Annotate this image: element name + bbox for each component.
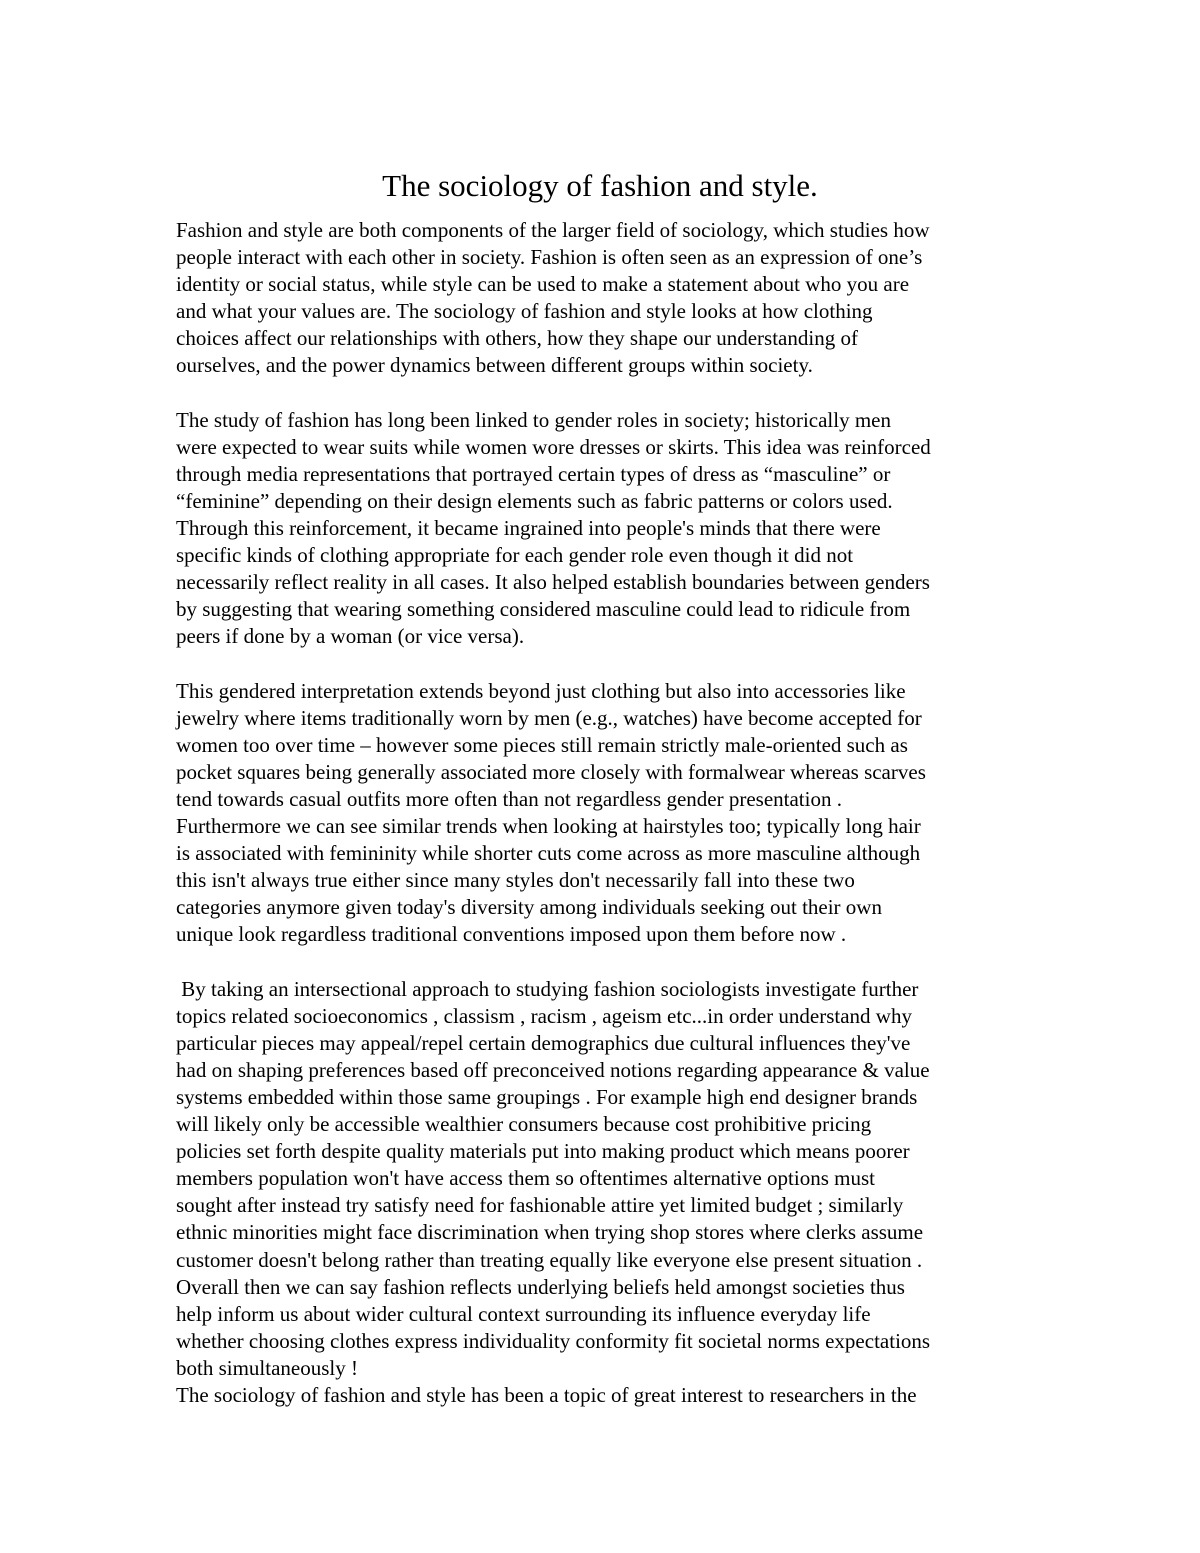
text-line: people interact with each other in society. Fashion is often seen as an expression of one’s	[176, 245, 923, 270]
text-line: This gendered interpretation extends beyond just clothing but also into accessories like	[176, 678, 906, 703]
text-line: policies set forth despite quality materials put into making product which means poorer	[176, 1139, 910, 1164]
text-line: ethnic minorities might face discrimination when trying shop stores where clerks assume	[176, 1220, 924, 1245]
text-line: through media representations that portrayed certain types of dress as “masculine” or	[176, 461, 891, 486]
text-line: systems embedded within those same groupings . For example high end designer brands	[176, 1085, 918, 1109]
text-line: identity or social status, while style can be used to make a statement about who you are	[176, 272, 910, 297]
paragraph-spacer	[176, 380, 1036, 407]
text-line: particular pieces may appeal/repel certain demographics due cultural influences they've	[176, 1030, 911, 1055]
text-line: sought after instead try satisfy need for fashionable attire yet limited budget ; similarly	[176, 1193, 904, 1218]
text-line: unique look regardless traditional conventions imposed upon them before now .	[176, 922, 847, 947]
text-line: specific kinds of clothing appropriate for each gender role even though it did not	[176, 543, 854, 568]
paragraph-3	[176, 678, 1036, 949]
text-line: Furthermore we can see similar trends when looking at hairstyles too; typically long hair	[176, 814, 921, 839]
text-line: topics related socioeconomics , classism , racism , ageism etc...in order understand why	[176, 1003, 912, 1028]
text-line: both simultaneously !	[176, 1355, 358, 1380]
text-line: help inform us about wider cultural context surrounding its influence everyday life	[176, 1301, 871, 1326]
text-line: women too over time – however some pieces still remain strictly male-oriented such as	[176, 732, 908, 757]
text-line: The sociology of fashion and style has been a topic of great interest to researchers in the	[176, 1383, 917, 1408]
text-line: members population won't have access them so oftentimes alternative options must	[176, 1166, 875, 1191]
text-line: were expected to wear suits while women wore dresses or skirts. This idea was reinforced	[176, 434, 931, 459]
text-line: Overall then we can say fashion reflects underlying beliefs held amongst societies thus	[176, 1274, 905, 1299]
text-line: ourselves, and the power dynamics between different groups within society.	[176, 353, 813, 378]
text-line: peers if done by a woman (or vice versa).	[176, 624, 525, 649]
text-line: by suggesting that wearing something considered masculine could lead to ridicule from	[176, 597, 911, 622]
page-title: The sociology of fashion and style.	[382, 168, 818, 203]
document-body	[176, 217, 1036, 1409]
text-line: customer doesn't belong rather than treating equally like everyone else present situation .	[176, 1247, 923, 1272]
text-line: is associated with femininity while shorter cuts come across as more masculine although	[176, 841, 921, 866]
text-line: tend towards casual outfits more often than not regardless gender presentation .	[176, 786, 842, 811]
text-line: choices affect our relationships with others, how they shape our understanding of	[176, 326, 858, 351]
paragraph-4	[176, 976, 1036, 1410]
paragraph-1	[176, 217, 1036, 380]
paragraph-2	[176, 407, 1036, 651]
text-line: this isn't always true either since many styles don't necessarily fall into these two	[176, 868, 855, 893]
text-line: The study of fashion has long been linked to gender roles in society; historically men	[176, 407, 892, 432]
text-line: had on shaping preferences based off preconceived notions regarding appearance & value	[176, 1057, 930, 1082]
text-line: categories anymore given today's diversity among individuals seeking out their own	[176, 895, 882, 920]
text-line: and what your values are. The sociology of fashion and style looks at how clothing	[176, 299, 873, 324]
text-line: Through this reinforcement, it became ingrained into people's minds that there were	[176, 516, 881, 541]
text-line: will likely only be accessible wealthier consumers because cost prohibitive pricing	[176, 1112, 872, 1137]
text-line: “feminine” depending on their design elements such as fabric patterns or colors used.	[176, 488, 893, 513]
text-line: Fashion and style are both components of the larger field of sociology, which studies how	[176, 218, 930, 242]
text-line: jewelry where items traditionally worn by men (e.g., watches) have become accepted for	[176, 705, 922, 730]
text-line: pocket squares being generally associated more closely with formalwear whereas scarves	[176, 759, 926, 784]
text-line: whether choosing clothes express individuality conformity fit societal norms expectations	[176, 1328, 931, 1353]
text-line: By taking an intersectional approach to studying fashion sociologists investigate further	[176, 976, 919, 1001]
paragraph-spacer	[176, 651, 1036, 678]
paragraph-spacer	[176, 949, 1036, 976]
text-line: necessarily reflect reality in all cases. It also helped establish boundaries between genders	[176, 570, 930, 595]
